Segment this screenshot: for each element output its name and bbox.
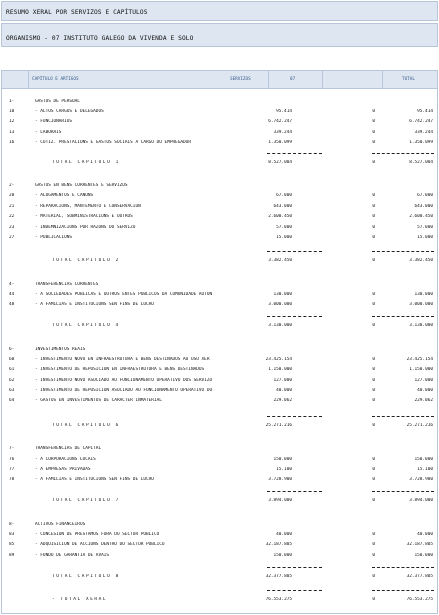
row-description: - PUBLICACIÓNS (35, 235, 73, 240)
row-description: - INVESTIMENTO NOVO ASOCIADO AO FUNCIONAMENTO OPERATIVO DOS SERVIZO (35, 378, 213, 383)
row-description: GASTOS EN BENS CORRENTES E SERVIZOS (35, 183, 128, 188)
row-description: - REPARACIÓNS, MANTEMENTO E CONSERVACIÓN (35, 204, 141, 209)
subtotal-rule (267, 491, 322, 492)
row-code: 78 (9, 477, 15, 482)
subtotal-rule (372, 416, 434, 417)
row-code: 63 (9, 388, 15, 393)
row-amount-07: 339.244 (273, 130, 292, 135)
row-amount-other: 0 (372, 367, 375, 372)
row-amount-total: 1.150.000 (409, 367, 433, 372)
row-amount-07: 57.000 (276, 225, 292, 230)
chapter-heading-row (2, 444, 437, 455)
row-amount-07: 23.425.154 (265, 357, 292, 362)
row-code: 83 (9, 532, 15, 537)
subtotal-rule (372, 153, 434, 154)
row-code: 6- (9, 347, 15, 352)
row-code: 7- (9, 446, 15, 451)
subtotal-rule (267, 567, 322, 568)
row-amount-07: 3.130.000 (268, 323, 292, 328)
table-row (2, 540, 437, 551)
row-amount-total: 3.894.000 (409, 498, 433, 503)
row-description: - A FAMILIAS E INSTITUCIÓNS SEN FINS DE LUCRO (35, 477, 154, 482)
row-amount-other: 0 (372, 292, 375, 297)
row-description: - INVESTIMENTO NOVO EN INFRAESTRUTURA E BENS DESTINADOS AO USO XER (35, 357, 210, 362)
row-amount-total: 339.244 (414, 130, 433, 135)
row-amount-total: 130.000 (414, 292, 433, 297)
col-total-header: TOTAL (402, 77, 415, 82)
row-amount-total: 3.382.450 (409, 258, 433, 263)
table-row (2, 212, 437, 223)
row-code: 16 (9, 140, 15, 145)
subtotal-rule (372, 316, 434, 317)
row-code: 61 (9, 367, 15, 372)
row-amount-total: 25.271.216 (406, 423, 433, 428)
table-row (2, 117, 437, 128)
row-description: - ALUGAMENTOS E CANONS (35, 193, 94, 198)
summary-table (1, 70, 438, 614)
row-description: TRANSFERENCIAS CORRENTES (35, 282, 99, 287)
row-code: 21 (9, 204, 15, 209)
row-amount-total: 76.553.275 (406, 597, 433, 602)
row-description: - A EMPRESAS PRIVADAS (35, 467, 91, 472)
row-amount-07: 150.000 (273, 553, 292, 558)
row-description: TOTAL CAPÍTULO 1 (52, 160, 120, 165)
row-code: 62 (9, 378, 15, 383)
row-amount-total: 127.000 (414, 378, 433, 383)
row-amount-other: 0 (372, 119, 375, 124)
row-amount-other: 0 (372, 378, 375, 383)
row-description: - ALTOS CARGOS E DELEGADOS (35, 109, 104, 114)
row-description: GASTOS DE PERSOAL (35, 99, 80, 104)
row-description: - INVESTIMENTO DE REPOSICIÓN EN INFRAESTRUTURA E BENS DESTINADOS (35, 367, 205, 372)
row-code: 12 (9, 119, 15, 124)
row-amount-07: 76.553.275 (265, 597, 292, 602)
row-amount-other: 0 (372, 140, 375, 145)
row-description: - TOTAL XERAL (52, 597, 108, 602)
row-description: - INDEMNIZACIÓNS POR RAZÓNS DO SERVIZO (35, 225, 136, 230)
row-code: 89 (9, 553, 15, 558)
table-row (2, 300, 437, 311)
row-amount-07: 1.150.000 (268, 367, 292, 372)
row-description: - INVESTIMENTO DE REPOSICIÓN ASOCIADO AO FUNCIONAMENTO OPERATIVO DO (35, 388, 213, 393)
row-amount-other: 0 (372, 467, 375, 472)
row-amount-other: 0 (372, 235, 375, 240)
report-title: RESUMO XERAL POR SERVIZOS E CAPÍTULOS (6, 9, 148, 16)
row-amount-07: 67.000 (276, 193, 292, 198)
row-amount-total: 95.414 (417, 109, 433, 114)
organism-label: ORGANISMO - 07 INSTITUTO GALEGO DA VIVENDA E SOLO (6, 35, 194, 42)
row-amount-07: 3.894.000 (268, 498, 292, 503)
row-amount-total: 3.728.900 (409, 477, 433, 482)
row-amount-07: 6.742.247 (268, 119, 292, 124)
subtotal-rule (372, 567, 434, 568)
row-description: TOTAL CAPÍTULO 2 (52, 258, 120, 263)
row-description: - GASTOS EN INVESTIMENTOS DE CARÁCTER INMATERIAL (35, 398, 162, 403)
row-amount-07: 32.187.805 (265, 542, 292, 547)
row-amount-other: 0 (372, 357, 375, 362)
row-amount-07: 150.000 (273, 457, 292, 462)
row-amount-07: 95.414 (276, 109, 292, 114)
row-code: 85 (9, 542, 15, 547)
row-amount-07: 643.000 (273, 204, 292, 209)
row-amount-other: 0 (372, 423, 375, 428)
row-amount-07: 40.000 (276, 388, 292, 393)
row-amount-total: 150.000 (414, 457, 433, 462)
row-amount-07: 3.728.900 (268, 477, 292, 482)
row-amount-other: 0 (372, 532, 375, 537)
report-title-bar (1, 1, 438, 21)
row-amount-other: 0 (372, 574, 375, 579)
subtotal-rule (372, 590, 434, 591)
row-code: 22 (9, 214, 15, 219)
row-amount-07: 130.000 (273, 292, 292, 297)
row-amount-07: 32.377.805 (265, 574, 292, 579)
row-amount-total: 23.425.154 (406, 357, 433, 362)
row-code: 20 (9, 193, 15, 198)
row-description: - FONDO DE GARANTÍA DE AVAIS (35, 553, 110, 558)
chapter-total-row (2, 158, 437, 169)
row-amount-total: 643.000 (414, 204, 433, 209)
row-amount-other: 0 (372, 302, 375, 307)
row-amount-total: 32.377.805 (406, 574, 433, 579)
row-amount-other: 0 (372, 258, 375, 263)
row-description: TOTAL CAPÍTULO 4 (52, 323, 120, 328)
chapter-total-row (2, 572, 437, 583)
row-description: - FUNCIONARIOS (35, 119, 73, 124)
row-amount-total: 57.000 (417, 225, 433, 230)
row-amount-07: 1.350.099 (268, 140, 292, 145)
row-amount-total: 15.000 (417, 235, 433, 240)
table-row (2, 191, 437, 202)
row-amount-other: 0 (372, 597, 375, 602)
row-amount-other: 0 (372, 498, 375, 503)
row-amount-other: 0 (372, 553, 375, 558)
row-description: ACTIVOS FINANCEIROS (35, 522, 86, 527)
table-header (2, 71, 437, 89)
row-amount-other: 0 (372, 477, 375, 482)
row-code: 76 (9, 457, 15, 462)
row-amount-07: 229.062 (273, 398, 292, 403)
row-description: INVESTIMENTOS REAIS (35, 347, 86, 352)
table-row (2, 365, 437, 376)
chapter-total-row (2, 321, 437, 332)
row-description: - MATERIAL, SUBMINISTRACIÓNS E OUTROS (35, 214, 133, 219)
row-amount-other: 0 (372, 542, 375, 547)
subtotal-rule (267, 590, 322, 591)
row-amount-total: 2.600.450 (409, 214, 433, 219)
row-code: 13 (9, 130, 15, 135)
row-code: 48 (9, 302, 15, 307)
col-service-header: SERVIZOS (230, 77, 251, 82)
row-amount-total: 1.350.099 (409, 140, 433, 145)
table-row (2, 475, 437, 486)
row-amount-other: 0 (372, 225, 375, 230)
col-07-header: 07 (290, 77, 296, 82)
col-chapter-header: CAPÍTULO E ARTIGOS (32, 77, 79, 82)
row-code: 64 (9, 398, 15, 403)
row-amount-07: 127.000 (273, 378, 292, 383)
row-amount-other: 0 (372, 323, 375, 328)
row-description: TOTAL CAPÍTULO 8 (52, 574, 120, 579)
row-amount-total: 32.187.805 (406, 542, 433, 547)
row-description: - COTIZ. PRESTACIÓNS E GASTOS SOCIAIS A CARGO DO EMPREGADOR (35, 140, 191, 145)
row-amount-other: 0 (372, 204, 375, 209)
table-row (2, 233, 437, 244)
row-amount-total: 150.000 (414, 553, 433, 558)
row-code: 2- (9, 183, 15, 188)
row-amount-other: 0 (372, 109, 375, 114)
row-amount-07: 15.000 (276, 235, 292, 240)
row-amount-total: 40.000 (417, 532, 433, 537)
subtotal-rule (267, 316, 322, 317)
row-amount-07: 2.600.450 (268, 214, 292, 219)
row-code: 1- (9, 99, 15, 104)
row-code: 60 (9, 357, 15, 362)
row-amount-total: 229.062 (414, 398, 433, 403)
row-amount-07: 3.382.450 (268, 258, 292, 263)
row-code: 8- (9, 522, 15, 527)
row-amount-total: 3.000.000 (409, 302, 433, 307)
row-description: - LABORAIS (35, 130, 62, 135)
row-amount-total: 6.742.247 (409, 119, 433, 124)
row-code: 23 (9, 225, 15, 230)
organism-bar (1, 23, 438, 47)
row-description: - A SOCIEDADES PÚBLICAS E OUTROS ENTES PÚBLICOS DA COMUNIDADE AUTÓN (35, 292, 213, 297)
row-amount-other: 0 (372, 193, 375, 198)
row-amount-other: 0 (372, 388, 375, 393)
row-code: 10 (9, 109, 15, 114)
row-amount-07: 8.527.004 (268, 160, 292, 165)
chapter-total-row (2, 496, 437, 507)
row-amount-07: 40.000 (276, 532, 292, 537)
subtotal-rule (372, 251, 434, 252)
chapter-total-row (2, 421, 437, 432)
row-amount-07: 25.271.216 (265, 423, 292, 428)
row-amount-total: 15.100 (417, 467, 433, 472)
row-code: 4- (9, 282, 15, 287)
row-amount-other: 0 (372, 214, 375, 219)
subtotal-rule (267, 153, 322, 154)
row-description: TOTAL CAPÍTULO 7 (52, 498, 120, 503)
row-amount-other: 0 (372, 160, 375, 165)
row-description: - ADQUISICIÓN DE ACCIÓNS DENTRO DO SECTOR PÚBLICO (35, 542, 165, 547)
row-description: - A CORPORACIÓNS LOCAIS (35, 457, 96, 462)
row-description: TOTAL CAPÍTULO 6 (52, 423, 120, 428)
table-row (2, 551, 437, 562)
subtotal-rule (267, 251, 322, 252)
row-description: TRANSFERENCIAS DE CAPITAL (35, 446, 102, 451)
row-code: 27 (9, 235, 15, 240)
row-code: 44 (9, 292, 15, 297)
row-amount-other: 0 (372, 457, 375, 462)
row-description: - A FAMILIAS E INSTITUCIÓNS SEN FINS DE LUCRO (35, 302, 154, 307)
row-amount-07: 15.100 (276, 467, 292, 472)
row-amount-total: 3.130.000 (409, 323, 433, 328)
row-code: 77 (9, 467, 15, 472)
row-amount-07: 3.000.000 (268, 302, 292, 307)
row-amount-other: 0 (372, 130, 375, 135)
row-amount-other: 0 (372, 398, 375, 403)
row-amount-total: 67.000 (417, 193, 433, 198)
row-amount-total: 40.000 (417, 388, 433, 393)
table-row (2, 396, 437, 407)
row-description: - CONCESIÓN DE PRÉSTAMOS FÓRA DO SECTOR PÚBLICO (35, 532, 160, 537)
chapter-total-row (2, 256, 437, 267)
subtotal-rule (372, 491, 434, 492)
subtotal-rule (267, 416, 322, 417)
grand-total-row (2, 595, 437, 606)
row-amount-total: 8.527.004 (409, 160, 433, 165)
table-row (2, 138, 437, 149)
